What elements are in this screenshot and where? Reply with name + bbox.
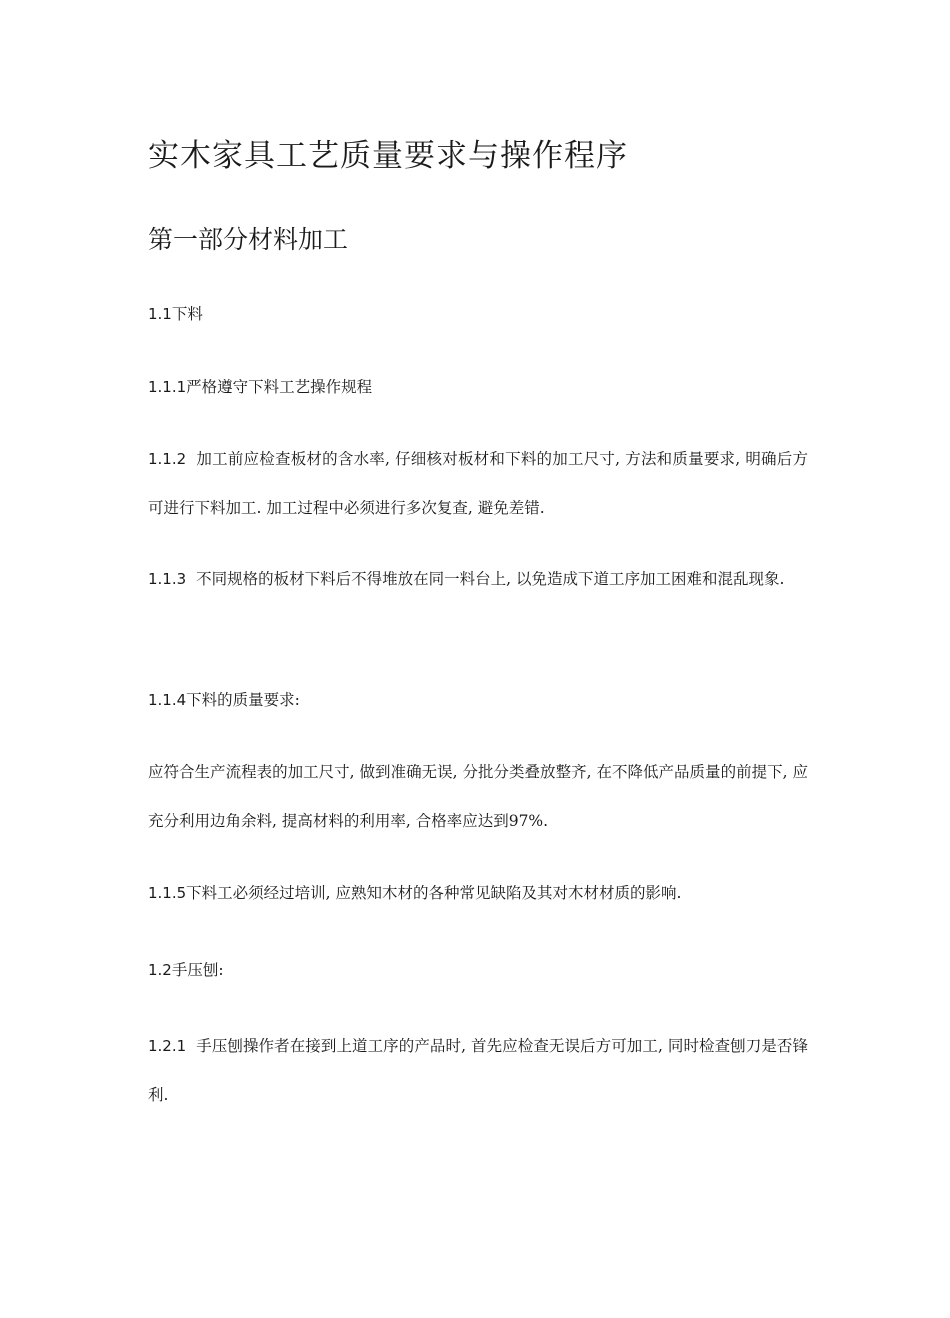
paragraph-number: 1.1.3 — [148, 570, 187, 588]
paragraph-text: 下料的质量要求: — [186, 691, 300, 709]
document-title: 实木家具工艺质量要求与操作程序 — [148, 138, 628, 174]
paragraph-text: 手压刨操作者在接到上道工序的产品时, 首先应检查无误后方可加工, 同时检查刨刀是否锋利. — [148, 1037, 808, 1104]
paragraph-number: 1.1.5 — [148, 884, 187, 902]
paragraph-1-1-1 — [148, 363, 808, 412]
paragraph-number: 1.2 — [148, 961, 172, 979]
paragraph-number: 1.1.1 — [148, 378, 187, 396]
paragraph-1-1-5 — [148, 869, 808, 918]
paragraph-number: 1.2.1 — [148, 1037, 187, 1055]
paragraph-1-2-1 — [148, 1022, 808, 1120]
paragraph-1-2 — [148, 946, 808, 995]
paragraph-text: 加工前应检查板材的含水率, 仔细核对板材和下料的加工尺寸, 方法和质量要求, 明确后方可进行下料加工. 加工过程中必须进行多次复查, 避免差错. — [148, 450, 808, 517]
paragraph-text: 严格遵守下料工艺操作规程 — [186, 378, 373, 396]
paragraph-text: 下料工必须经过培训, 应熟知木材的各种常见缺陷及其对木材材质的影响. — [186, 884, 682, 902]
paragraph-text: 手压刨: — [171, 961, 224, 979]
paragraph-1-1-3 — [148, 555, 808, 604]
paragraph-number: 1.1.2 — [148, 450, 187, 468]
paragraph-1-1-4 — [148, 676, 808, 725]
paragraph-text: 下料 — [171, 305, 203, 323]
section-heading: 第一部分材料加工 — [148, 225, 349, 254]
paragraph-number: 1.1.4 — [148, 691, 187, 709]
paragraph-1-1-2 — [148, 435, 808, 533]
paragraph-quality-requirement — [148, 748, 808, 846]
paragraph-1-1 — [148, 290, 808, 339]
paragraph-number: 1.1 — [148, 305, 172, 323]
paragraph-text: 应符合生产流程表的加工尺寸, 做到准确无误, 分批分类叠放整齐, 在不降低产品质量的前提下, 应充分利用边角余料, 提高材料的利用率, 合格率应达到97%. — [148, 763, 808, 830]
paragraph-text: 不同规格的板材下料后不得堆放在同一料台上, 以免造成下道工序加工困难和混乱现象. — [196, 570, 785, 588]
